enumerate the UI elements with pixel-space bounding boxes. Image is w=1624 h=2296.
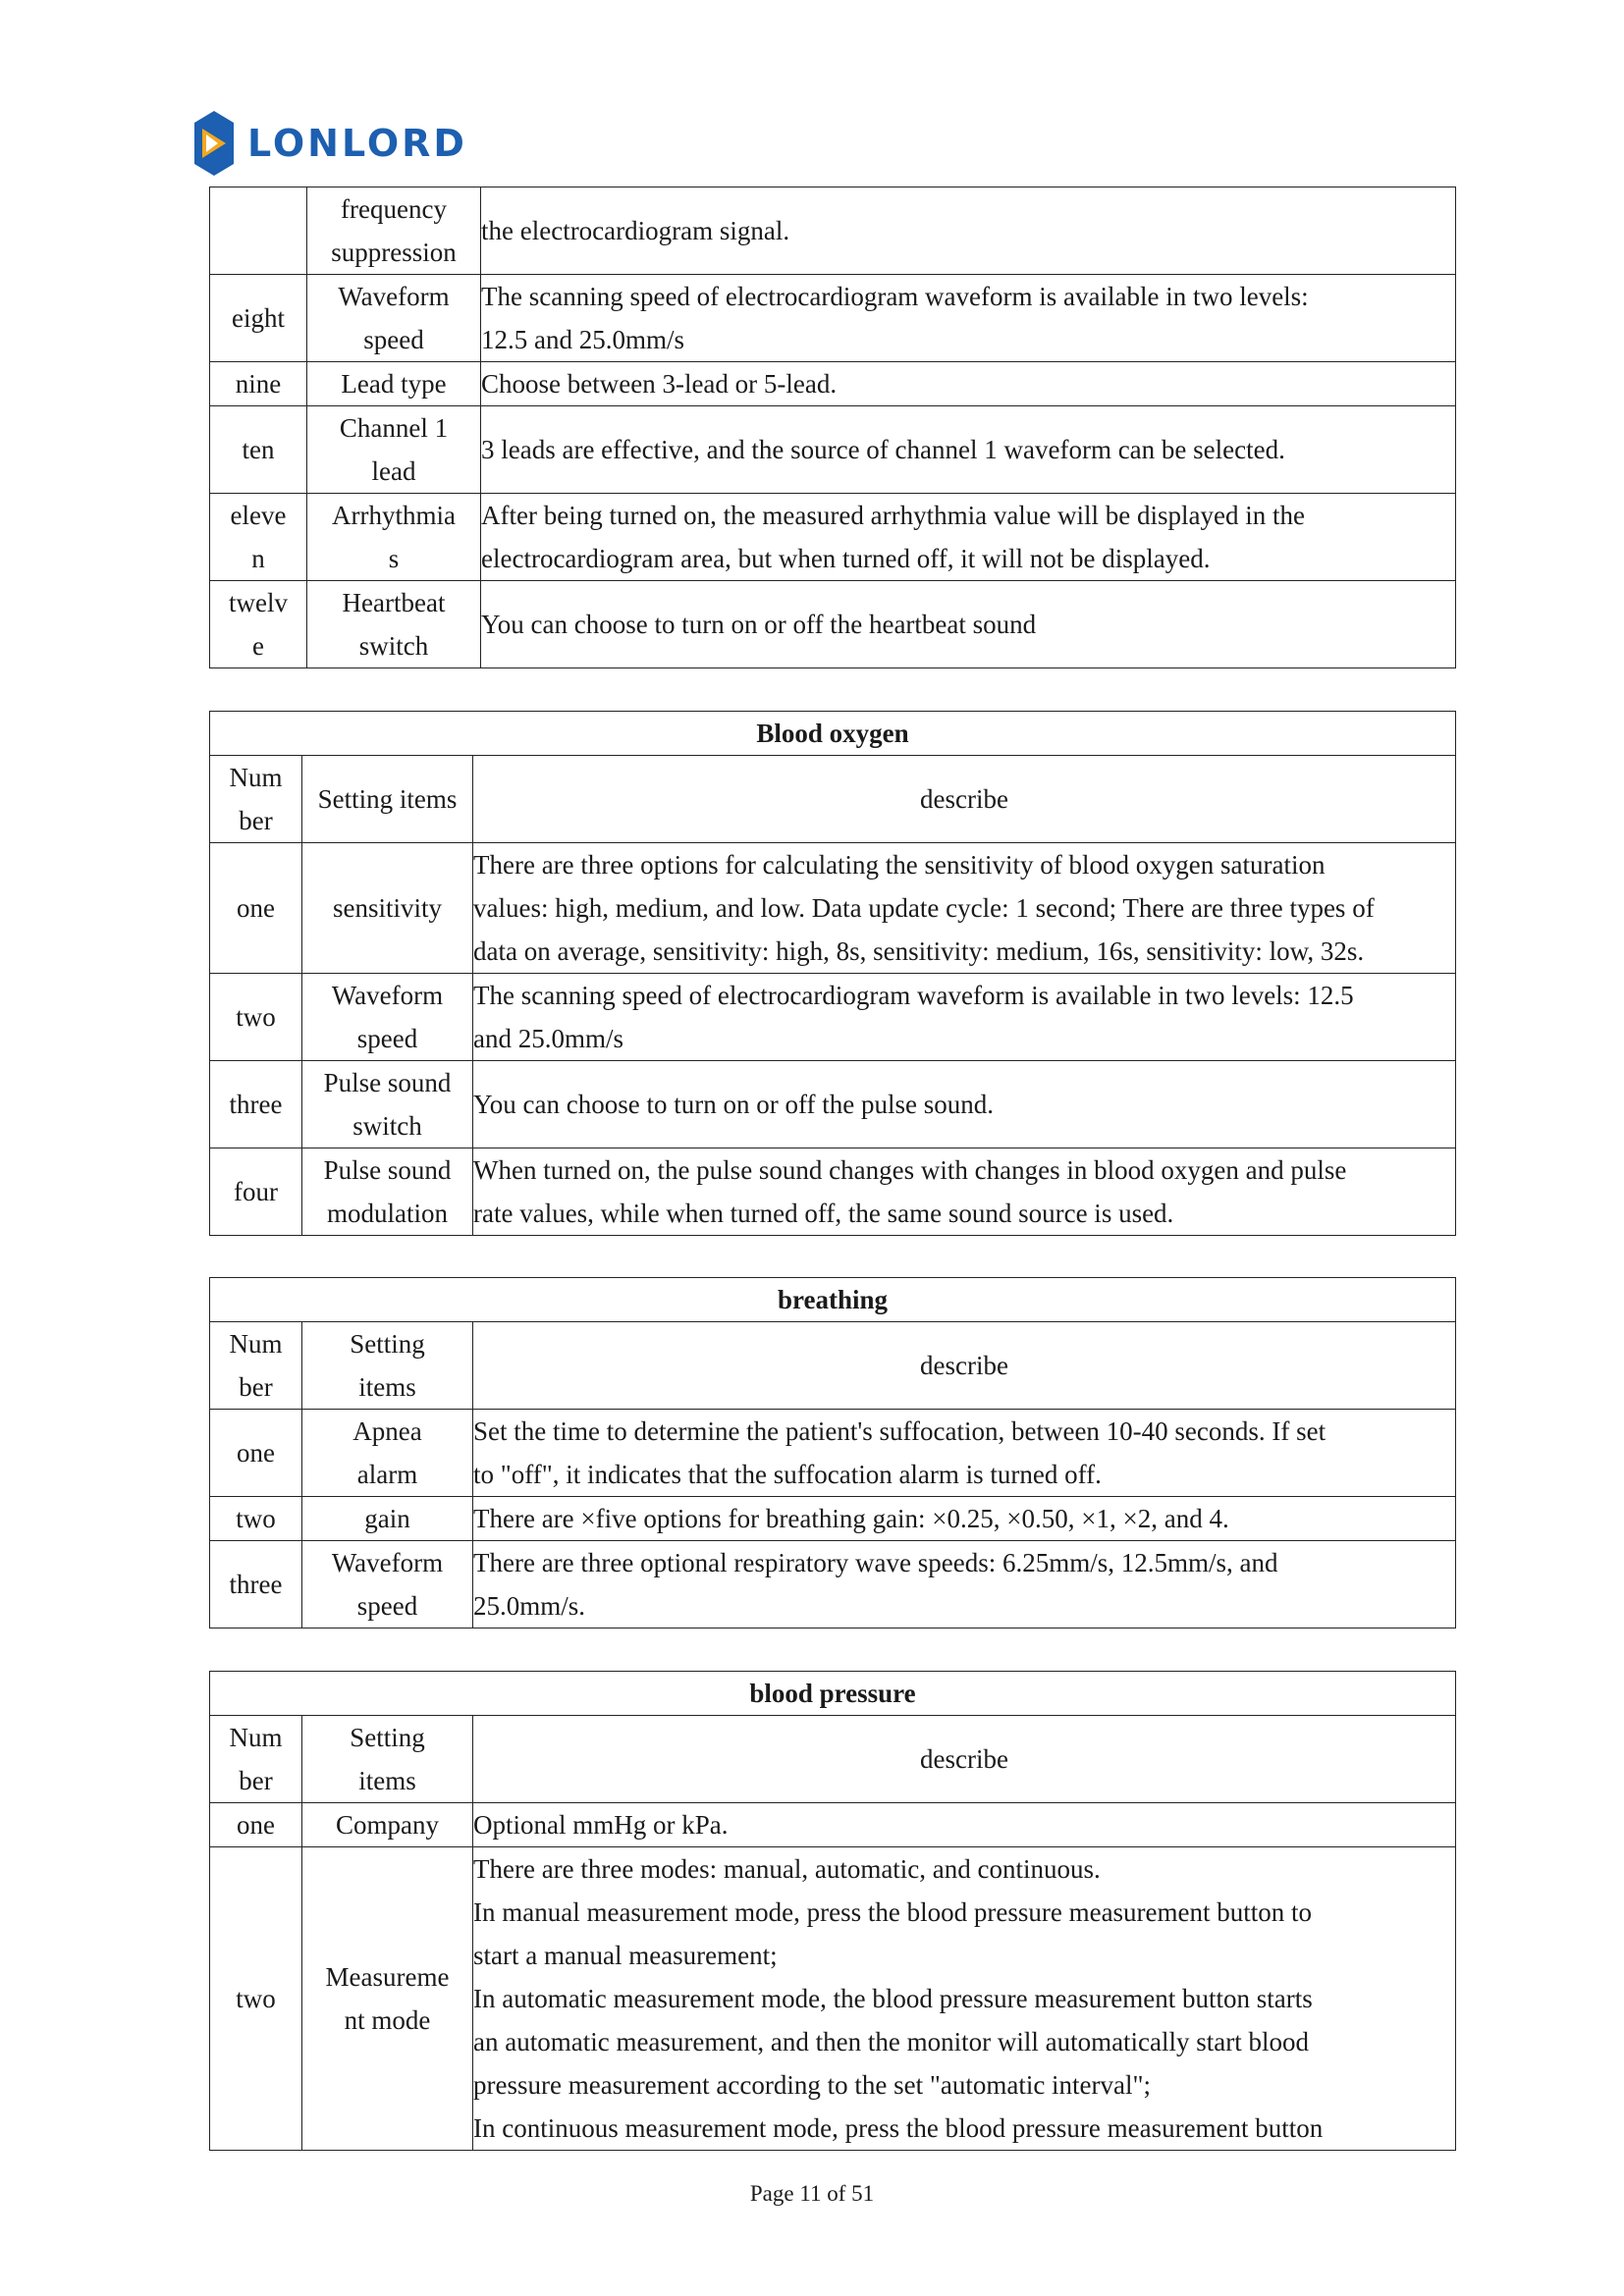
item-text: alarm xyxy=(356,1460,418,1489)
row-number xyxy=(210,1148,302,1236)
item-text: Waveform xyxy=(331,981,444,1010)
desc-text: 3 leads are effective, and the source of channel 1 waveform can be selected. xyxy=(481,435,1285,464)
desc-text: There are three modes: manual, automatic, and continuous. xyxy=(473,1854,1101,1884)
blood-pressure-table xyxy=(209,1671,1456,2151)
item-text: modulation xyxy=(327,1199,448,1228)
desc-text: In continuous measurement mode, press the blood pressure measurement button xyxy=(473,2113,1324,2143)
desc-text: to "off", it indicates that the suffocation alarm is turned off. xyxy=(473,1460,1102,1489)
header-setting-items xyxy=(302,756,473,843)
header-describe: describe xyxy=(473,756,1456,843)
setting-item xyxy=(302,1847,473,2151)
header-text: Setting xyxy=(350,1329,425,1359)
breathing-table xyxy=(209,1277,1456,1629)
setting-description xyxy=(473,1847,1456,2151)
number-text: eleve xyxy=(230,501,287,530)
setting-item xyxy=(307,581,481,668)
number-text: nine xyxy=(235,369,282,399)
desc-text: The scanning speed of electrocardiogram waveform is available in two levels: 12.5 xyxy=(473,981,1354,1010)
item-text: Waveform xyxy=(331,1548,444,1577)
header-text: ber xyxy=(239,1372,273,1402)
header-number xyxy=(210,1322,302,1410)
setting-description xyxy=(473,1410,1456,1497)
company-logo xyxy=(192,106,467,181)
desc-text: After being turned on, the measured arrhythmia value will be displayed in the xyxy=(481,501,1305,530)
setting-description xyxy=(481,581,1456,668)
setting-description xyxy=(481,494,1456,581)
number-text: one xyxy=(237,893,275,923)
desc-text: 12.5 and 25.0mm/s xyxy=(481,325,684,354)
setting-item xyxy=(302,843,473,974)
header-describe: describe xyxy=(473,1716,1456,1803)
setting-description xyxy=(473,1148,1456,1236)
setting-item xyxy=(302,1803,473,1847)
row-number xyxy=(210,1410,302,1497)
number-text: two xyxy=(236,1984,276,2013)
header-number xyxy=(210,1716,302,1803)
row-number xyxy=(210,1803,302,1847)
number-text: n xyxy=(251,544,265,573)
row-number xyxy=(210,1497,302,1541)
number-text: two xyxy=(236,1002,276,1032)
number-text: one xyxy=(237,1810,275,1840)
header-text: Num xyxy=(229,1723,283,1752)
desc-text: start a manual measurement; xyxy=(473,1941,778,1970)
table-row xyxy=(210,581,1456,668)
header-text: Num xyxy=(229,1329,283,1359)
table-title: Blood oxygen xyxy=(210,712,1456,756)
desc-text: Choose between 3-lead or 5-lead. xyxy=(481,369,838,399)
setting-item xyxy=(307,494,481,581)
item-text: sensitivity xyxy=(332,893,442,923)
desc-text: There are three optional respiratory wave speeds: 6.25mm/s, 12.5mm/s, and xyxy=(473,1548,1278,1577)
desc-text: pressure measurement according to the set "automatic interval"; xyxy=(473,2070,1152,2100)
number-text: e xyxy=(252,631,264,661)
item-text: suppression xyxy=(331,238,457,267)
desc-text: electrocardiogram area, but when turned off, it will not be displayed. xyxy=(481,544,1211,573)
item-text: frequency xyxy=(341,194,447,224)
setting-item xyxy=(302,1410,473,1497)
desc-text: and 25.0mm/s xyxy=(473,1024,623,1053)
setting-item xyxy=(307,362,481,406)
logo-text: LONLORD xyxy=(247,122,467,165)
header-text: items xyxy=(358,1766,416,1795)
desc-text: the electrocardiogram signal. xyxy=(481,216,790,245)
row-number xyxy=(210,1847,302,2151)
table-title-row xyxy=(210,1672,1456,1716)
item-text: Apnea xyxy=(352,1416,422,1446)
table-row xyxy=(210,275,1456,362)
table-header-row xyxy=(210,1716,1456,1803)
header-describe: describe xyxy=(473,1322,1456,1410)
item-text: gain xyxy=(364,1504,410,1533)
number-text: two xyxy=(236,1504,276,1533)
item-text: speed xyxy=(356,1024,418,1053)
row-number xyxy=(210,843,302,974)
table-title-row xyxy=(210,712,1456,756)
header-setting-items xyxy=(302,1322,473,1410)
page-number: Page 11 of 51 xyxy=(749,2181,875,2206)
table-row xyxy=(210,974,1456,1061)
desc-text: an automatic measurement, and then the monitor will automatically start blood xyxy=(473,2027,1310,2056)
setting-description xyxy=(481,362,1456,406)
desc-text: There are three options for calculating the sensitivity of blood oxygen saturation xyxy=(473,850,1326,880)
header-text: items xyxy=(358,1372,416,1402)
item-text: Waveform xyxy=(338,282,450,311)
header-text: Num xyxy=(229,763,283,792)
number-text: eight xyxy=(232,303,285,333)
number-text: three xyxy=(229,1570,283,1599)
table-row xyxy=(210,1148,1456,1236)
setting-description xyxy=(481,187,1456,275)
row-number xyxy=(210,187,307,275)
setting-description xyxy=(473,974,1456,1061)
setting-description xyxy=(473,1803,1456,1847)
row-number xyxy=(210,362,307,406)
lonlord-logo-icon xyxy=(192,109,236,178)
header-text: ber xyxy=(239,806,273,835)
blood-oxygen-table xyxy=(209,711,1456,1236)
setting-item xyxy=(302,974,473,1061)
setting-description xyxy=(473,1541,1456,1629)
item-text: switch xyxy=(358,631,429,661)
table-row xyxy=(210,1410,1456,1497)
table-header-row xyxy=(210,1322,1456,1410)
desc-text: In manual measurement mode, press the blood pressure measurement button to xyxy=(473,1897,1313,1927)
table-row xyxy=(210,494,1456,581)
desc-text: Set the time to determine the patient's suffocation, between 10-40 seconds. If set xyxy=(473,1416,1326,1446)
number-text: four xyxy=(234,1177,278,1206)
table-row xyxy=(210,187,1456,275)
item-text: Heartbeat xyxy=(342,588,446,617)
desc-text: In automatic measurement mode, the blood pressure measurement button starts xyxy=(473,1984,1313,2013)
setting-description xyxy=(481,406,1456,494)
item-text: s xyxy=(388,544,400,573)
item-text: nt mode xyxy=(344,2005,431,2035)
item-text: Measureme xyxy=(325,1962,450,1992)
header-setting-items xyxy=(302,1716,473,1803)
desc-text: You can choose to turn on or off the pulse sound. xyxy=(473,1090,994,1119)
table-row xyxy=(210,1061,1456,1148)
item-text: speed xyxy=(356,1591,418,1621)
table-title: breathing xyxy=(210,1278,1456,1322)
table-title: blood pressure xyxy=(210,1672,1456,1716)
desc-text: values: high, medium, and low. Data update cycle: 1 second; There are three types of xyxy=(473,893,1375,923)
table-row xyxy=(210,406,1456,494)
number-text: twelv xyxy=(229,588,288,617)
table-row xyxy=(210,362,1456,406)
row-number xyxy=(210,974,302,1061)
item-text: Lead type xyxy=(341,369,447,399)
header-text: Setting items xyxy=(317,784,458,814)
desc-text: The scanning speed of electrocardiogram waveform is available in two levels: xyxy=(481,282,1309,311)
row-number xyxy=(210,1541,302,1629)
row-number xyxy=(210,1061,302,1148)
table-row xyxy=(210,1803,1456,1847)
table-header-row xyxy=(210,756,1456,843)
desc-text: data on average, sensitivity: high, 8s, sensitivity: medium, 16s, sensitivity: low, 32s. xyxy=(473,936,1365,966)
item-text: Channel 1 xyxy=(339,413,449,443)
setting-item xyxy=(302,1061,473,1148)
setting-description xyxy=(481,275,1456,362)
table-row xyxy=(210,1497,1456,1541)
setting-description xyxy=(473,843,1456,974)
table-row xyxy=(210,1847,1456,2151)
setting-description xyxy=(473,1497,1456,1541)
row-number xyxy=(210,494,307,581)
item-text: switch xyxy=(352,1111,422,1141)
ecg-settings-table xyxy=(209,187,1456,668)
table-row xyxy=(210,1541,1456,1629)
desc-text: You can choose to turn on or off the heartbeat sound xyxy=(481,610,1037,639)
setting-item xyxy=(302,1541,473,1629)
number-text: ten xyxy=(242,435,275,464)
setting-item xyxy=(302,1497,473,1541)
setting-item xyxy=(302,1148,473,1236)
setting-item xyxy=(307,275,481,362)
setting-item xyxy=(307,406,481,494)
row-number xyxy=(210,275,307,362)
item-text: lead xyxy=(371,456,416,486)
item-text: Pulse sound xyxy=(323,1068,452,1097)
item-text: Arrhythmia xyxy=(332,501,456,530)
item-text: Company xyxy=(336,1810,439,1840)
setting-item xyxy=(307,187,481,275)
desc-text: Optional mmHg or kPa. xyxy=(473,1810,729,1840)
header-text: ber xyxy=(239,1766,273,1795)
header-number xyxy=(210,756,302,843)
desc-text: There are ×five options for breathing gain: ×0.25, ×0.50, ×1, ×2, and 4. xyxy=(473,1504,1229,1533)
desc-text: 25.0mm/s. xyxy=(473,1591,586,1621)
item-text: Pulse sound xyxy=(323,1155,452,1185)
row-number xyxy=(210,406,307,494)
desc-text: When turned on, the pulse sound changes with changes in blood oxygen and pulse xyxy=(473,1155,1347,1185)
desc-text: rate values, while when turned off, the same sound source is used. xyxy=(473,1199,1174,1228)
table-title-row xyxy=(210,1278,1456,1322)
row-number xyxy=(210,581,307,668)
number-text: three xyxy=(229,1090,283,1119)
table-row xyxy=(210,843,1456,974)
header-text: Setting xyxy=(350,1723,425,1752)
setting-description xyxy=(473,1061,1456,1148)
item-text: speed xyxy=(363,325,424,354)
number-text: one xyxy=(237,1438,275,1468)
